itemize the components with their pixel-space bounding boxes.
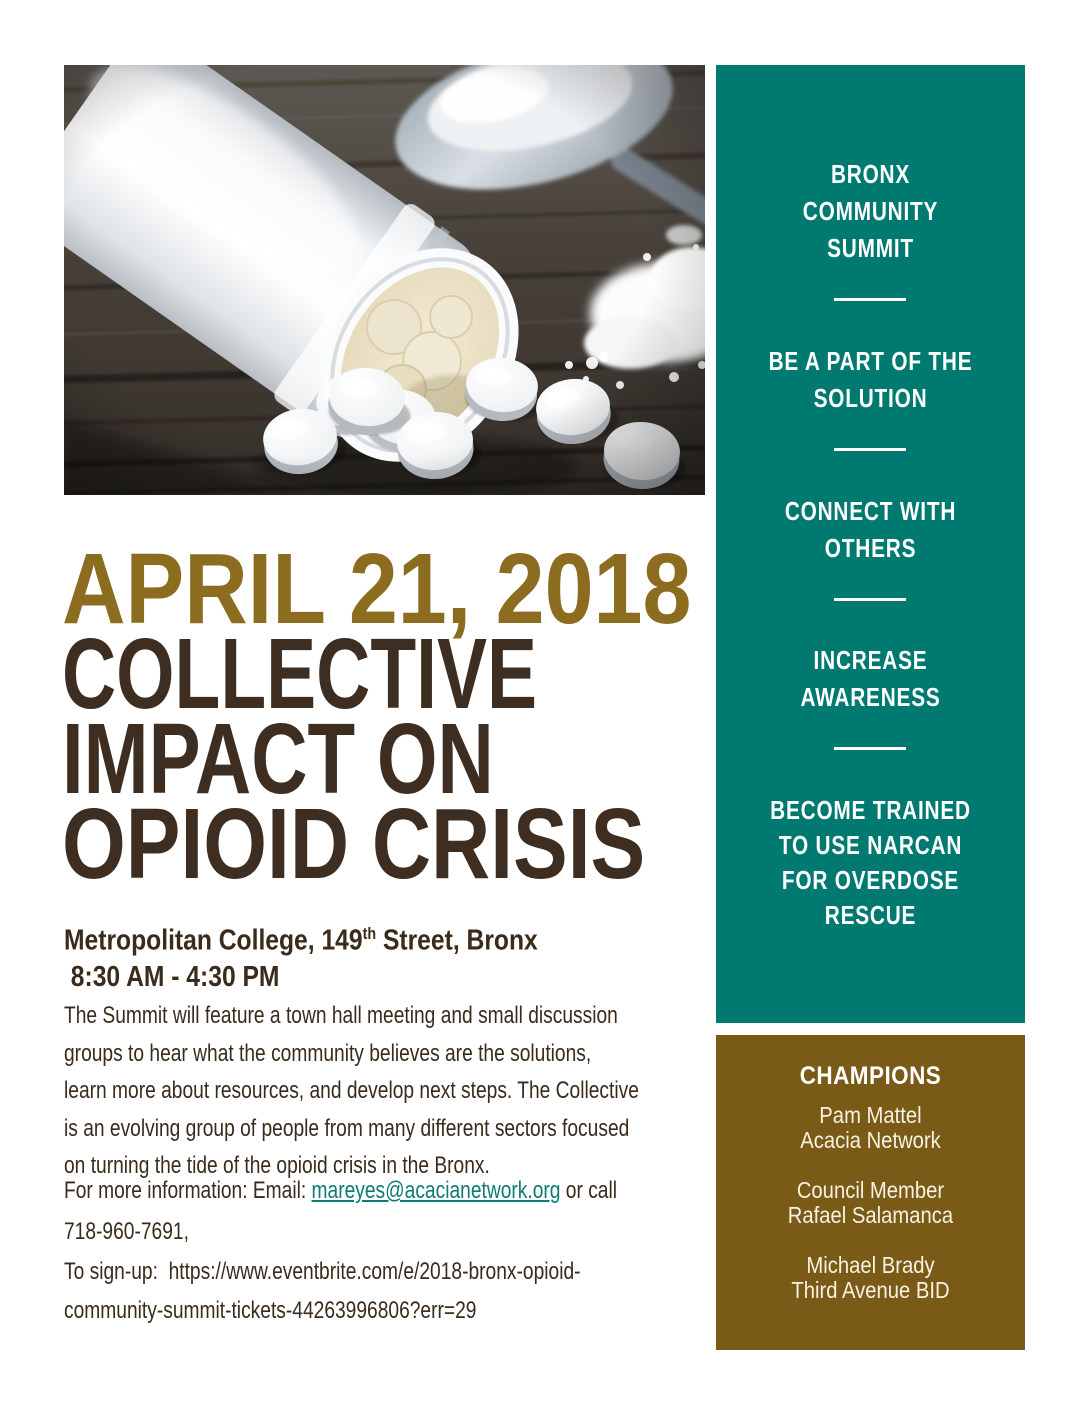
event-title-line: OPIOID CRISIS	[62, 788, 646, 900]
signup-url-line: To sign-up: https://www.eventbrite.com/e/2018-bronx-opioid-	[64, 1258, 581, 1285]
sidebar-line: SUMMIT	[827, 233, 914, 263]
contact-block	[64, 1170, 755, 1252]
champion-name: Michael Brady	[806, 1252, 935, 1278]
description-line: The Summit will feature a town hall meeting and small discussion	[64, 1002, 618, 1029]
event-description	[64, 997, 783, 1185]
champion-name: Council Member	[796, 1177, 945, 1203]
signup-block	[64, 1252, 710, 1330]
divider-line	[834, 747, 906, 750]
sidebar-line: CONNECT WITH	[784, 496, 957, 526]
contact-line	[64, 1170, 617, 1211]
pill-bottle-photo	[64, 65, 705, 495]
description-line: learn more about resources, and develop next steps. The Collective	[64, 1077, 639, 1104]
event-date: APRIL 21, 2018	[62, 533, 692, 645]
headline-block	[62, 533, 777, 900]
champions-title: CHAMPIONS	[799, 1062, 942, 1090]
event-title-line: COLLECTIVE	[62, 618, 538, 730]
sidebar-item-summit-title	[716, 156, 1025, 267]
sidebar-line: COMMUNITY	[802, 196, 939, 226]
champions-panel	[716, 1035, 1025, 1350]
sidebar-line: AWARENESS	[800, 682, 941, 712]
divider-line	[834, 598, 906, 601]
description-line: groups to hear what the community believes are the solutions,	[64, 1039, 592, 1067]
champion-org: Acacia Network	[800, 1127, 941, 1153]
champion-org: Third Avenue BID	[791, 1277, 950, 1303]
venue-location-text: Metropolitan College, 149	[64, 924, 363, 957]
venue-location-text: Street, Bronx	[376, 924, 538, 957]
phone-number: 718-960-7691,	[64, 1218, 189, 1245]
pill-bottle-illustration	[64, 65, 705, 495]
sidebar-line: OTHERS	[824, 533, 917, 563]
sidebar-line: BE A PART OF THE	[768, 346, 973, 376]
event-title-line: IMPACT ON	[62, 703, 494, 815]
signup-url-line: community-summit-tickets-44263996806?err=29	[64, 1297, 477, 1324]
sidebar-item-solution	[716, 343, 1025, 417]
venue-time: 8:30 AM - 4:30 PM	[70, 960, 280, 993]
venue-block	[64, 916, 621, 995]
description-line: is an evolving group of people from many different sectors focused	[64, 1114, 630, 1142]
champion-entry	[735, 1253, 1007, 1303]
sidebar-line: RESCUE	[824, 900, 917, 930]
champion-org: Rafael Salamanca	[787, 1202, 954, 1228]
sidebar-line: BRONX	[830, 159, 911, 189]
sidebar-line: BECOME TRAINED	[770, 795, 971, 825]
divider-line	[834, 298, 906, 301]
sidebar-line: TO USE NARCAN	[778, 830, 963, 860]
email-link[interactable]: mareyes@acacianetwork.org	[311, 1177, 561, 1204]
sidebar-line: FOR OVERDOSE	[781, 865, 960, 895]
divider-line	[834, 448, 906, 451]
sidebar-line: INCREASE	[813, 645, 928, 675]
venue-location	[64, 916, 538, 959]
champion-entry	[735, 1178, 1007, 1228]
contact-prefix: For more information: Email:	[64, 1177, 312, 1204]
photo-vignette	[64, 65, 705, 495]
ordinal-suffix: th	[362, 924, 377, 943]
description-line: on turning the tide of the opioid crisis in the Bronx.	[64, 1152, 490, 1179]
sidebar-line: SOLUTION	[813, 383, 928, 413]
champion-entry	[735, 1103, 1007, 1153]
contact-suffix: or call	[560, 1177, 618, 1204]
champion-name: Pam Mattel	[819, 1102, 922, 1128]
